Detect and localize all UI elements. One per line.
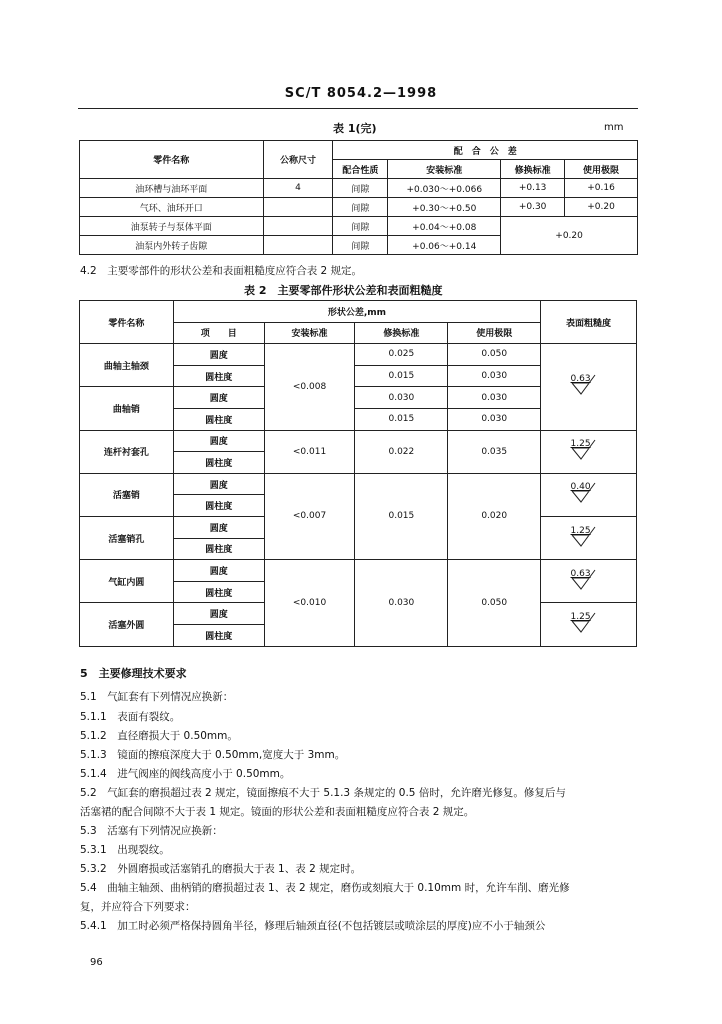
table1-cell-replace: +0.13 xyxy=(501,179,565,198)
table2-item: 圆柱度 xyxy=(173,452,264,474)
table2-header-install: 安装标准 xyxy=(264,322,355,344)
paragraph-5-2-line1: 5.2 气缸套的磨损超过表 2 规定，镜面擦痕不大于 5.1.3 条规定的 0.5 倍时，允许磨光修复。修复后与 xyxy=(80,787,566,799)
table2-install: <0.011 xyxy=(264,430,355,473)
table1-cell-size xyxy=(263,217,333,236)
table1-header-install: 安装标准 xyxy=(388,160,501,179)
table2-replace: 0.015 xyxy=(355,408,448,430)
table2-header-group: 形状公差,mm xyxy=(173,301,540,323)
table1 xyxy=(79,140,638,255)
table2-part: 曲轴主轴颈 xyxy=(80,344,174,387)
table1-cell-install: +0.04～+0.08 xyxy=(388,217,501,236)
table2 xyxy=(79,300,637,647)
paragraph-5-1: 5.1 气缸套有下列情况应换新： xyxy=(80,691,234,703)
table-row xyxy=(80,217,638,236)
table2-part: 曲轴销 xyxy=(80,387,174,430)
roughness-symbol xyxy=(571,482,607,504)
table2-part: 活塞销孔 xyxy=(80,516,174,559)
table2-part: 连杆衬套孔 xyxy=(80,430,174,473)
table1-cell-fit: 间隙 xyxy=(333,179,388,198)
table2-item: 圆度 xyxy=(173,344,264,366)
section-5-title: 5 主要修理技术要求 xyxy=(80,667,187,680)
table2-install: <0.010 xyxy=(264,560,355,646)
table2-item: 圆柱度 xyxy=(173,365,264,387)
table2-header-part: 零件名称 xyxy=(80,301,174,344)
table2-part: 气缸内圆 xyxy=(80,560,174,603)
table2-part: 活塞外圆 xyxy=(80,603,174,646)
table2-limit: 0.030 xyxy=(448,365,541,387)
paragraph-5-4-line2: 复，并应符合下列要求： xyxy=(80,901,196,913)
table-row xyxy=(80,430,637,452)
table2-limit: 0.030 xyxy=(448,387,541,409)
table1-header-fit: 配合性质 xyxy=(333,160,388,179)
table1-header-size: 公称尺寸 xyxy=(263,141,333,179)
table2-item: 圆柱度 xyxy=(173,538,264,560)
roughness-value: 1.25 xyxy=(570,611,591,622)
table2-limit: 0.050 xyxy=(448,560,541,646)
roughness-value: 0.63 xyxy=(570,374,591,385)
table2-replace: 0.015 xyxy=(355,473,448,559)
header-rule xyxy=(78,108,638,109)
table2-limit: 0.050 xyxy=(448,344,541,366)
table2-item: 圆度 xyxy=(173,430,264,452)
table2-rough xyxy=(541,473,637,516)
table2-item: 圆度 xyxy=(173,387,264,409)
table2-limit: 0.020 xyxy=(448,473,541,559)
table2-install: <0.007 xyxy=(264,473,355,559)
table2-item: 圆度 xyxy=(173,516,264,538)
paragraph-5-1-3: 5.1.3 镜面的擦痕深度大于 0.50mm,宽度大于 3mm。 xyxy=(80,749,346,761)
table1-cell-size: 4 xyxy=(263,179,333,198)
table2-rough xyxy=(541,560,637,603)
roughness-symbol xyxy=(571,612,607,634)
table2-replace: 0.025 xyxy=(355,344,448,366)
table2-header-limit: 使用极限 xyxy=(448,322,541,344)
table2-rough xyxy=(541,516,637,559)
document-header: SC/T 8054.2—1998 xyxy=(284,86,438,101)
table1-caption: 表 1(完) xyxy=(333,122,377,135)
table2-replace: 0.030 xyxy=(355,560,448,646)
roughness-value: 1.25 xyxy=(570,525,591,536)
table2-part: 活塞销 xyxy=(80,473,174,516)
table2-install: <0.008 xyxy=(264,344,355,430)
table2-item: 圆度 xyxy=(173,603,264,625)
table1-cell-size xyxy=(263,236,333,255)
page-number: 96 xyxy=(90,957,103,968)
table1-header-group: 配 合 公 差 xyxy=(333,141,638,160)
roughness-value: 0.40 xyxy=(570,482,591,493)
table1-cell-limit: +0.16 xyxy=(565,179,638,198)
roughness-value: 0.63 xyxy=(570,568,591,579)
paragraph-5-3-1: 5.3.1 出现裂纹。 xyxy=(80,844,170,856)
table2-rough xyxy=(541,603,637,646)
table1-cell-part: 油环槽与油环平面 xyxy=(80,179,264,198)
table-row xyxy=(80,560,637,582)
paragraph-5-2-line2: 活塞裙的配合间隙不大于表 1 规定。镜面的形状公差和表面粗糙度应符合表 2 规定。 xyxy=(80,806,475,818)
table-row xyxy=(80,198,638,217)
roughness-symbol xyxy=(571,374,607,396)
table1-cell-install: +0.06～+0.14 xyxy=(388,236,501,255)
table1-cell-part: 气环、油环开口 xyxy=(80,198,264,217)
table1-cell-part: 油泵转子与泵体平面 xyxy=(80,217,264,236)
table2-item: 圆柱度 xyxy=(173,495,264,517)
paragraph-5-4-line1: 5.4 曲轴主轴颈、曲柄销的磨损超过表 1、表 2 规定，磨伤或刻痕大于 0.10mm 时，允许车削、磨光修 xyxy=(80,882,570,894)
table1-cell-install: +0.030～+0.066 xyxy=(388,179,501,198)
paragraph-5-1-4: 5.1.4 进气阀座的阀线高度小于 0.50mm。 xyxy=(80,768,291,780)
table2-item: 圆柱度 xyxy=(173,624,264,646)
table2-limit: 0.030 xyxy=(448,408,541,430)
table1-cell-replace: +0.30 xyxy=(501,198,565,217)
table-row xyxy=(80,473,637,495)
table2-header-replace: 修换标准 xyxy=(355,322,448,344)
paragraph-5-1-1: 5.1.1 表面有裂纹。 xyxy=(80,711,181,723)
paragraph-5-4-1: 5.4.1 加工时必须严格保持圆角半径，修理后轴颈直径(不包括镀层或喷涂层的厚度)应不小于轴颈公 xyxy=(80,920,546,932)
table1-cell-fit: 间隙 xyxy=(333,217,388,236)
roughness-symbol xyxy=(571,569,607,591)
table2-header-rough: 表面粗糙度 xyxy=(541,301,637,344)
table1-header-part: 零件名称 xyxy=(80,141,264,179)
roughness-symbol xyxy=(571,439,607,461)
table2-item: 圆度 xyxy=(173,473,264,495)
table1-cell-part: 油泵内外转子齿隙 xyxy=(80,236,264,255)
table1-cell-install: +0.30～+0.50 xyxy=(388,198,501,217)
table-row xyxy=(80,344,637,366)
table1-header-limit: 使用极限 xyxy=(565,160,638,179)
table2-replace: 0.022 xyxy=(355,430,448,473)
table-row xyxy=(80,179,638,198)
paragraph-5-1-2: 5.1.2 直径磨损大于 0.50mm。 xyxy=(80,730,238,742)
roughness-value: 1.25 xyxy=(570,439,591,450)
table1-cell-fit: 间隙 xyxy=(333,236,388,255)
table2-caption: 表 2 主要零部件形状公差和表面粗糙度 xyxy=(244,284,443,297)
table2-item: 圆度 xyxy=(173,560,264,582)
roughness-symbol xyxy=(571,526,607,548)
table2-replace: 0.030 xyxy=(355,387,448,409)
table2-limit: 0.035 xyxy=(448,430,541,473)
table2-replace: 0.015 xyxy=(355,365,448,387)
table1-cell-fit: 间隙 xyxy=(333,198,388,217)
paragraph-5-3-2: 5.3.2 外圆磨损或活塞销孔的磨损大于表 1、表 2 规定时。 xyxy=(80,863,362,875)
table1-cell-size xyxy=(263,198,333,217)
table1-header-replace: 修换标准 xyxy=(501,160,565,179)
table2-rough xyxy=(541,344,637,430)
table1-cell-replace-limit: +0.20 xyxy=(501,217,638,255)
table2-rough xyxy=(541,430,637,473)
paragraph-4-2: 4.2 主要零部件的形状公差和表面粗糙度应符合表 2 规定。 xyxy=(80,265,363,277)
table2-header-item: 项 目 xyxy=(173,322,264,344)
table1-unit: mm xyxy=(604,122,624,133)
paragraph-5-3: 5.3 活塞有下列情况应换新： xyxy=(80,825,223,837)
table2-item: 圆柱度 xyxy=(173,581,264,603)
table1-cell-limit: +0.20 xyxy=(565,198,638,217)
table2-item: 圆柱度 xyxy=(173,408,264,430)
